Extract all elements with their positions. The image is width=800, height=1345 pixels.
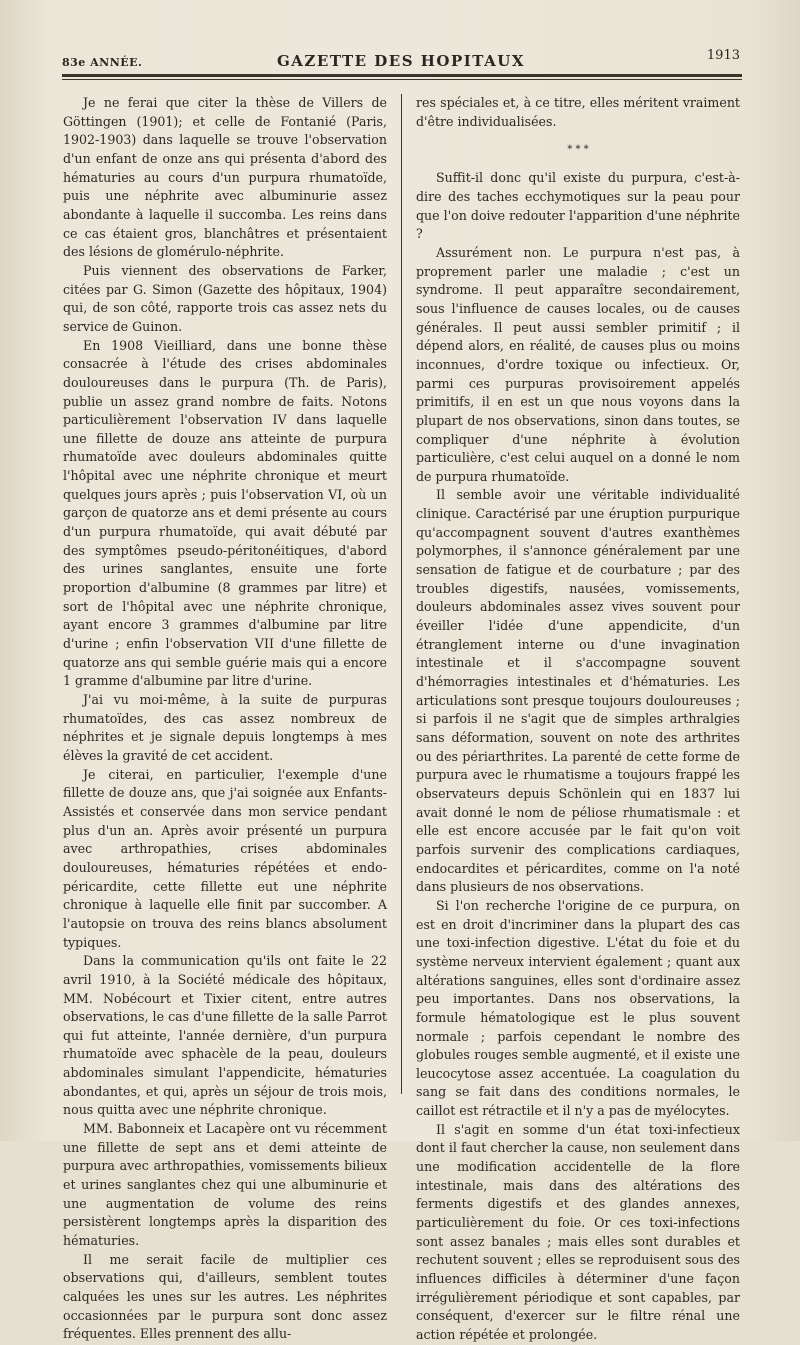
paragraph: J'ai vu moi-même, à la suite de purpuras rhumatoïdes, des cas assez nombreux de néphrites et je signale depuis longtemps à mes élèves la gravité de cet accident. [63, 692, 387, 763]
column-divider [401, 94, 402, 1094]
paragraph: Il semble avoir une véritable individualité clinique. Caractérisé par une éruption purpurique qu'accompagnent souvent d'autres exanthèmes polymorphes, il s'annonce généralement par une sensation de fatigue et de courbature ; par des troubles digestifs, nausées, vomissements, douleurs abdominales assez vives souvent pour éveiller l'idée d'une appendicite, d'un étranglement interne ou d'une invagination intestinale et il s'accompagne souvent d'hémorragies intestinales et d'hématuries. Les articulations sont presque toujours douloureuses ; si parfois il ne s'agit que de simples arthralgies sans déformation, souvent on note des arthrites ou des périarthrites. La parenté de cette forme de purpura avec le rhumatisme a toujours frappé les observateurs depuis Schönlein qui en 1837 lui avait donné le nom de péliose rhumatismale : et elle est encore accusée par le fait qu'on voit parfois survenir des complications cardiaques, endocardites et péricardites, comme on l'a noté dans plusieurs de nos observations. [416, 487, 740, 895]
paragraph: Je citerai, en particulier, l'exemple d'une fillette de douze ans, que j'ai soignée aux Enfants-Assistés et conservée dans mon service pendant plus d'un an. Après avoir présenté un purpura avec arthropathies, crises abdominales douloureuses, hématuries répétées et endo-péricardite, cette fillette eut une néphrite chronique à laquelle elle finit par succomber. A l'autopsie on trouva des reins blancs absolument typiques. [63, 766, 387, 950]
header-rule-thick [62, 74, 742, 77]
header-rule-thin [62, 79, 742, 80]
paragraph: Puis viennent des observations de Farker, citées par G. Simon (Gazette des hôpitaux, 1904) qui, de son côté, rapporte trois cas assez nets du service de Guinon. [63, 262, 387, 334]
paragraph: Assurément non. Le purpura n'est pas, à proprement parler une maladie ; c'est un syndrome. Il peut apparaître secondairement, sous l'influence de causes locales, ou de causes générales. Il peut aussi sembler primitif ; il dépend alors, en réalité, de causes plus ou moins inconnues, d'ordre toxique ou infectieux. Or, parmi ces purpuras provisoirement appelés primitifs, il en est un que nous voyons dans la plupart de nos observations, sinon dans toutes, se compliquer d'une néphrite à évolution particulière, c'est celui auquel on a donné le nom de purpura rhumatoïde. [416, 244, 740, 484]
left-column [63, 94, 387, 1344]
paragraph: Il me serait facile de multiplier ces observations qui, d'ailleurs, semblent toutes calquées les unes sur les autres. Les néphrites occasionnées par le purpura sont donc assez fréquentes. Elles prennent des allu- [63, 1251, 387, 1342]
paragraph: Dans la communication qu'ils ont faite le 22 avril 1910, à la Société médicale des hôpitaux, MM. Nobécourt et Tixier citent, entre autres observations, le cas d'une fillette de la salle Parrot qui fut atteinte, l'année dernière, d'un purpura rhumatoïde avec sphacèle de la peau, douleurs abdominales simulant l'appendicite, hématuries abondantes, et qui, après un séjour de trois mois, nous quitta avec une néphrite chronique. [63, 953, 387, 1118]
paragraph: Je ne ferai que citer la thèse de Villers de Göttingen (1901); et celle de Fontanié (Paris, 1902-1903) dans laquelle se trouve l'observation d'un enfant de onze ans qui présenta d'abord des hématuries au cours d'un purpura rhumatoïde, puis une néphrite avec albuminurie assez abondante à laquelle il succomba. Les reins dans ce cas étaient gros, blanchâtres et présentaient des lésions de glomérulo-néphrite. [63, 95, 387, 260]
paragraph: Suffit-il donc qu'il existe du purpura, c'est-à-dire des taches ecchymotiques sur la peau pour que l'on doive redouter l'apparition d'une néphrite ? [416, 170, 740, 242]
right-column [416, 94, 740, 1345]
journal-title: GAZETTE DES HOPITAUX [276, 52, 525, 70]
page-header [62, 48, 740, 72]
paragraph: MM. Babonneix et Lacapère ont vu récemment une fillette de sept ans et demi atteinte de purpura avec arthropathies, vomissements bilieux et urines sanglantes chez qui une albuminurie et une augmentation de volume des reins persistèrent longtemps après la disparition des hématuries. [63, 1121, 387, 1249]
paragraph: Si l'on recherche l'origine de ce purpura, on est en droit d'incriminer dans la plupart des cas une toxi-infection digestive. L'état du foie et du système nerveux intervient également ; quant aux altérations sanguines, elles sont d'ordinaire assez peu importantes. Dans nos observations, la formule hématologique est le plus souvent normale ; parfois cependant le nombre des globules rouges semble augmenté, et il existe une leucocytose assez accentuée. La coagulation du sang se fait dans des conditions normales, le caillot est rétractile et il n'y a pas de myélocytes. [416, 897, 740, 1119]
section-break-asterisks [416, 145, 740, 155]
page-number: 1913 [706, 48, 740, 63]
section-break-text: * * * [567, 144, 589, 156]
paragraph: En 1908 Vieilliard, dans une bonne thèse consacrée à l'étude des crises abdominales douloureuses dans le purpura (Th. de Paris), publie un assez grand nombre de faits. Notons particulièrement l'observation IV dans laquelle une fillette de douze ans atteinte de purpura rhumatoïde avec douleurs abdominales quitte l'hôpital avec une néphrite chronique et meurt quelques jours après ; puis l'observation VI, où un garçon de quatorze ans et demi présente au cours d'un purpura rhumatoïde, qui avait débuté par des symptômes pseudo-péritonéitiques, d'abord des urines sanglantes, ensuite une forte proportion d'albumine (8 grammes par litre) et sort de l'hôpital avec une néphrite chronique, ayant encore 3 grammes d'albumine par litre d'urine ; enfin l'observation VII d'une fillette de quatorze ans qui semble guérie mais qui a encore 1 gramme d'albumine par litre d'urine. [63, 337, 387, 689]
paragraph: res spéciales et, à ce titre, elles méritent vraiment d'être individualisées. [416, 95, 740, 129]
issue-label: 83e ANNÉE. [62, 56, 143, 69]
paragraph: Il s'agit en somme d'un état toxi-infectieux dont il faut chercher la cause, non seulement dans une modification accidentelle de la flore intestinale, mais dans des altérations des ferments digestifs et des glandes annexes, particulièrement du foie. Or ces toxi-infections sont assez banales ; mais elles sont durables et rechutent souvent ; elles se reproduisent sous des influences difficiles à déterminer d'une façon irrégulièrement périodique et sont capables, par conséquent, d'exercer sur le filtre rénal une action répétée et prolongée. [416, 1121, 740, 1342]
